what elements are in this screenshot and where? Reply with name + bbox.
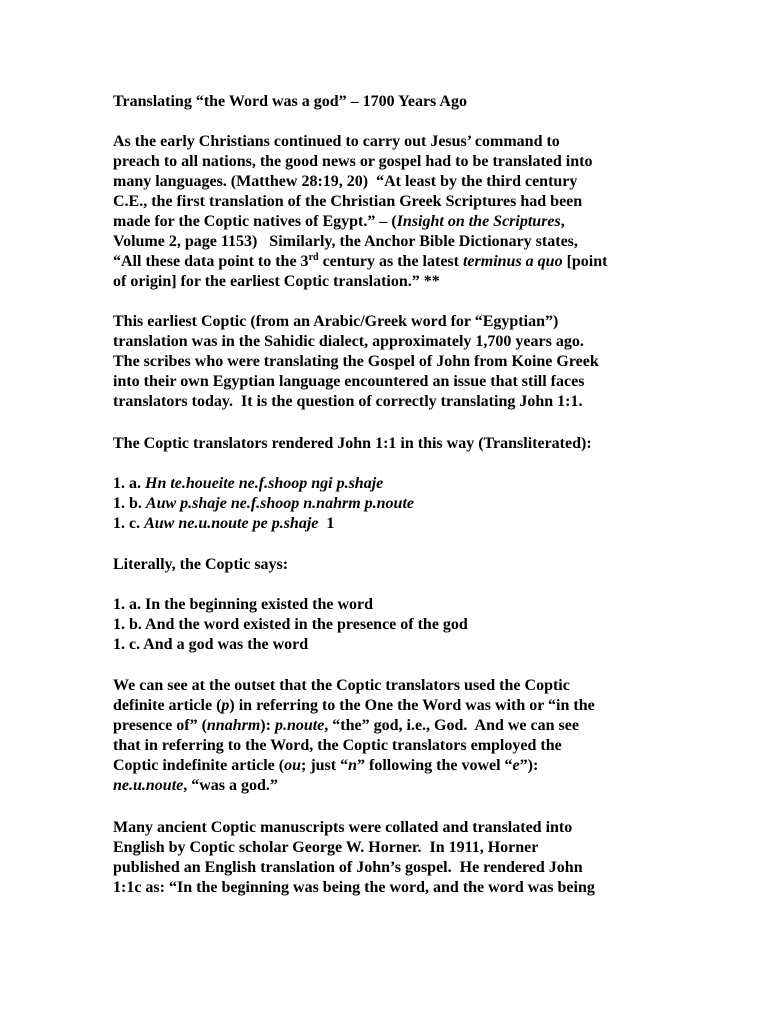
text-run: , “was a god.”: [183, 777, 278, 794]
document-title: Translating “the Word was a god” – 1700 Years Ago: [113, 93, 467, 110]
coptic-line-b: [113, 494, 414, 514]
paragraph-2-line: translators today. It is the question of correctly translating John 1:1.: [113, 393, 583, 410]
paragraph-1-line: Volume 2, page 1153) Similarly, the Anchor Bible Dictionary states,: [113, 233, 578, 250]
coptic-text: Hn te.houeite ne.f.shoop ngi p.shaje: [145, 475, 384, 492]
paragraph-2-line: The scribes who were translating the Gospel of John from Koine Greek: [113, 353, 599, 370]
coptic-line-c: [113, 514, 334, 534]
paragraph-1-line: preach to all nations, the good news or gospel had to be translated into: [113, 153, 593, 170]
paragraph-5-line: We can see at the outset that the Coptic translators used the Coptic: [113, 677, 570, 694]
paragraph-5-line: [113, 776, 278, 796]
text-run: ) in referring to the One the Word was with or “in the: [229, 697, 595, 714]
text-run: , “the” god, i.e., God. And we can see: [324, 717, 579, 734]
coptic-line-a: [113, 474, 383, 494]
text-run: ” following the vowel “: [357, 757, 513, 774]
paragraph-5-line: that in referring to the Word, the Coptic translators employed the: [113, 737, 562, 754]
literal-line-b: 1. b. And the word existed in the presence of the god: [113, 616, 468, 633]
text-run: ):: [260, 717, 275, 734]
text-run: ”):: [519, 757, 539, 774]
paragraph-6-line: Many ancient Coptic manuscripts were collated and translated into: [113, 819, 573, 836]
text-run: [point: [562, 253, 608, 270]
paragraph-1-line: [113, 252, 607, 272]
book-title-italic: Insight on the Scriptures: [396, 213, 561, 230]
paragraph-5-line: [113, 716, 579, 736]
latin-term-italic: terminus a quo: [462, 253, 563, 270]
paragraph-6-line: English by Coptic scholar George W. Horner. In 1911, Horner: [113, 839, 539, 856]
paragraph-1-line: As the early Christians continued to carry out Jesus’ command to: [113, 133, 560, 150]
paragraph-3: The Coptic translators rendered John 1:1 in this way (Transliterated):: [113, 435, 592, 452]
paragraph-5-line: [113, 756, 538, 776]
italic-term: n: [348, 757, 357, 774]
text-run: definite article (: [113, 697, 222, 714]
paragraph-1-line: [113, 212, 565, 232]
text-run: Coptic indefinite article (: [113, 757, 285, 774]
text-run: ,: [560, 213, 565, 230]
paragraph-1-line: many languages. (Matthew 28:19, 20) “At least by the third century: [113, 173, 578, 190]
paragraph-1-line: C.E., the first translation of the Christian Greek Scriptures had been: [113, 193, 583, 210]
list-number: 1. c.: [113, 515, 145, 532]
text-run: “All these data point to the 3: [113, 253, 309, 270]
italic-term: ou: [284, 757, 301, 774]
paragraph-6-line: published an English translation of John’s gospel. He rendered John: [113, 859, 583, 876]
italic-term: p: [221, 697, 230, 714]
italic-term: ne.u.noute: [113, 777, 184, 794]
text-run: ; just “: [300, 757, 349, 774]
italic-term: nnahrm: [206, 717, 261, 734]
text-run: made for the Coptic natives of Egypt.” – (: [113, 213, 397, 230]
literal-line-a: 1. a. In the beginning existed the word: [113, 596, 374, 613]
paragraph-1-line: of origin] for the earliest Coptic translation.” **: [113, 273, 440, 290]
superscript: rd: [308, 252, 319, 263]
paragraph-4: Literally, the Coptic says:: [113, 556, 289, 573]
list-number: 1. a.: [113, 475, 145, 492]
coptic-text: Auw ne.u.noute pe p.shaje: [144, 515, 319, 532]
text-run: century as the latest: [318, 253, 463, 270]
paragraph-2-line: This earliest Coptic (from an Arabic/Greek word for “Egyptian”): [113, 313, 559, 330]
italic-term: p.noute: [274, 717, 325, 734]
footnote-ref: 1: [318, 515, 335, 532]
paragraph-6-line: 1:1c as: “In the beginning was being the word, and the word was being: [113, 879, 595, 896]
list-number: 1. b.: [113, 495, 146, 512]
italic-term: e: [512, 757, 520, 774]
paragraph-2-line: into their own Egyptian language encountered an issue that still faces: [113, 373, 585, 390]
literal-line-c: 1. c. And a god was the word: [113, 636, 309, 653]
text-run: presence of” (: [113, 717, 207, 734]
coptic-text: Auw p.shaje ne.f.shoop n.nahrm p.noute: [145, 495, 414, 512]
paragraph-5-line: [113, 696, 595, 716]
paragraph-2-line: translation was in the Sahidic dialect, approximately 1,700 years ago.: [113, 333, 584, 350]
